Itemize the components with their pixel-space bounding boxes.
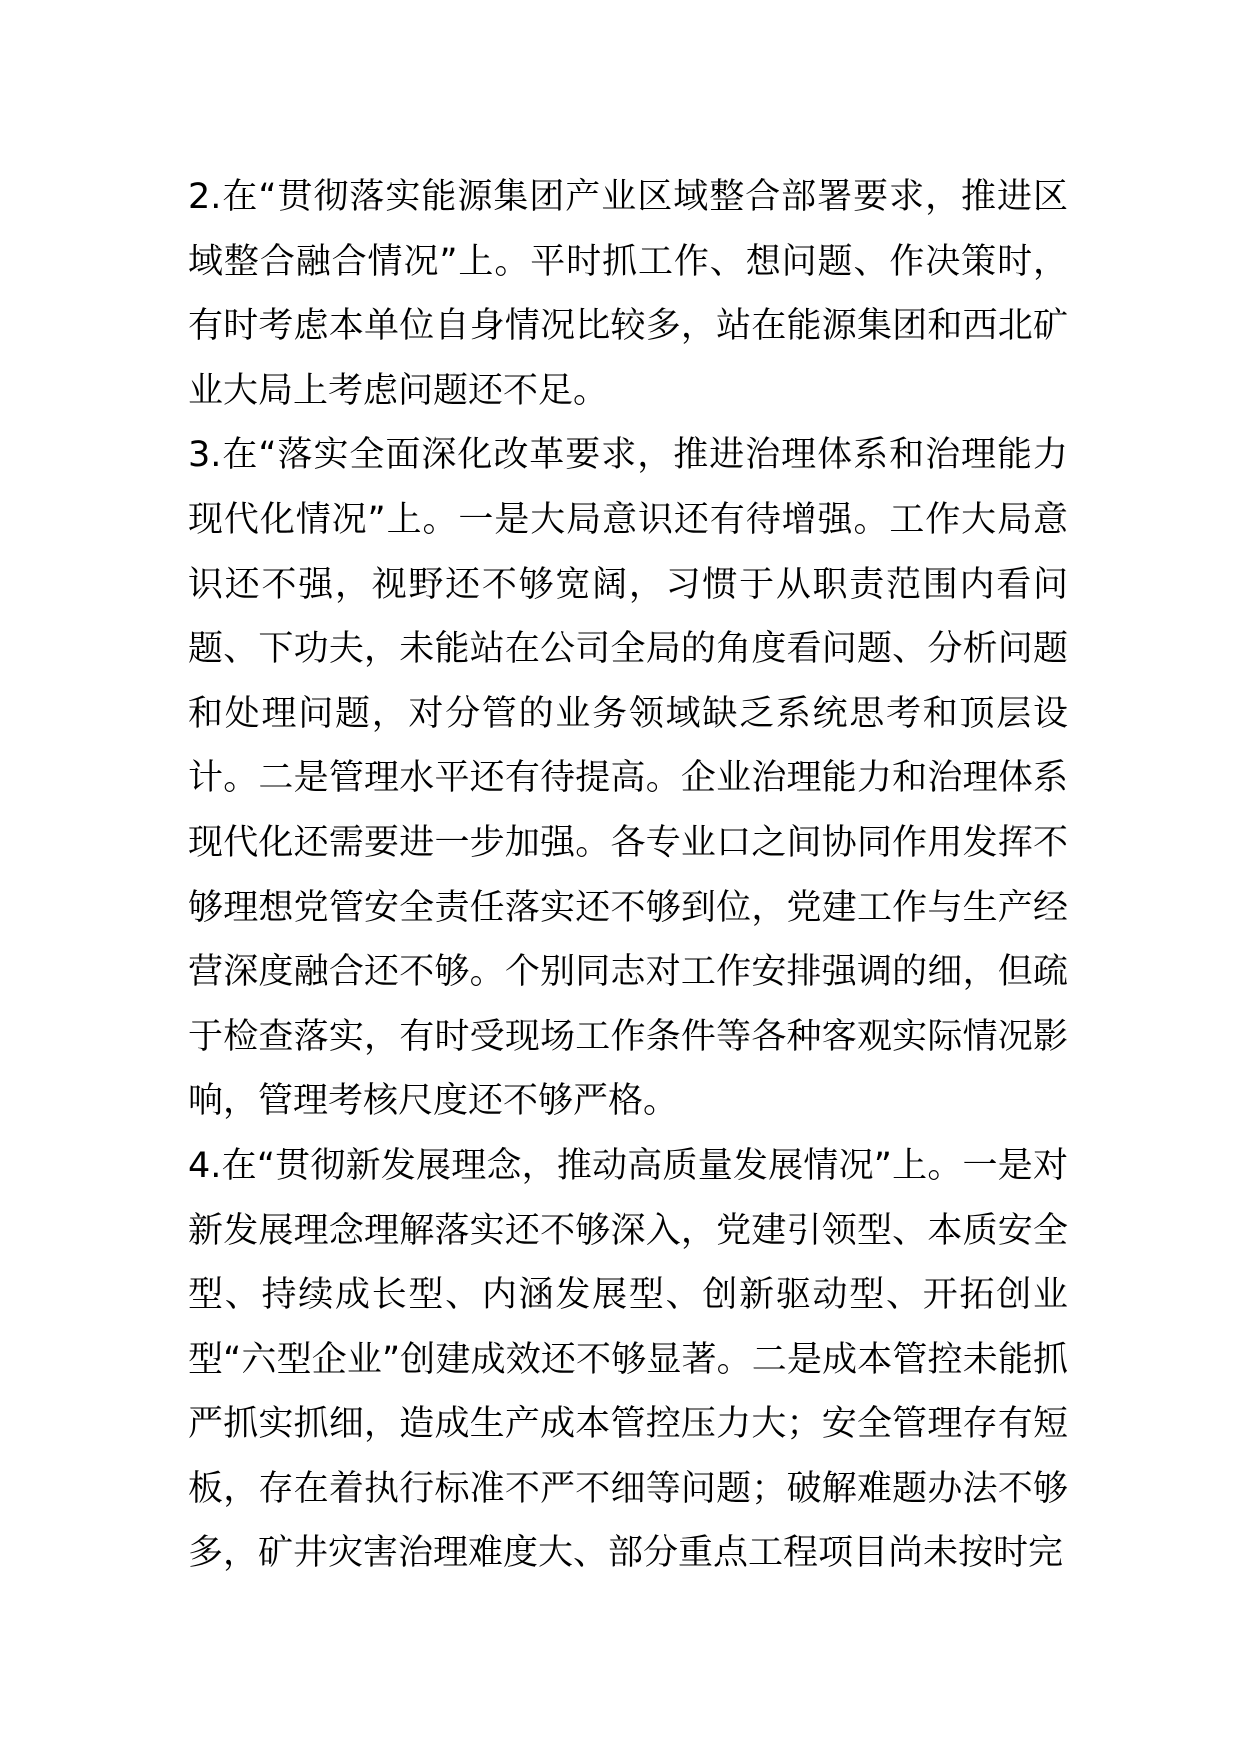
document-body: [188, 165, 1068, 1586]
paragraph-4-new-development-concept: 4.在“贯彻新发展理念，推动高质量发展情况”上。一是对新发展理念理解落实还不够深入，党建引领型、本质安全型、持续成长型、内涵发展型、创新驱动型、开拓创业型“六型企业”创建成效还不够显著。二是成本管控未能抓严抓实抓细，造成生产成本管控压力大；安全管理存有短板，存在着执行标准不严不细等问题；破解难题办法不够多，矿井灾害治理难度大、部分重点工程项目尚未按时完: [188, 1145, 1068, 1574]
paragraph-2-regional-integration: 2.在“贯彻落实能源集团产业区域整合部署要求，推进区域整合融合情况”上。平时抓工作、想问题、作决策时，有时考虑本单位自身情况比较多，站在能源集团和西北矿业大局上考虑问题还不足。: [188, 177, 1068, 411]
paragraph-3-governance-modernization: 3.在“落实全面深化改革要求，推进治理体系和治理能力现代化情况”上。一是大局意识还有待增强。工作大局意识还不强，视野还不够宽阔，习惯于从职责范围内看问题、下功夫，未能站在公司全局的角度看问题、分析问题和处理问题，对分管的业务领域缺乏系统思考和顶层设计。二是管理水平还有待提高。企业治理能力和治理体系现代化还需要进一步加强。各专业口之间协同作用发挥不够理想党管安全责任落实还不够到位，党建工作与生产经营深度融合还不够。个别同志对工作安排强调的细，但疏于检查落实，有时受现场工作条件等各种客观实际情况影响，管理考核尺度还不够严格。: [188, 435, 1068, 1122]
